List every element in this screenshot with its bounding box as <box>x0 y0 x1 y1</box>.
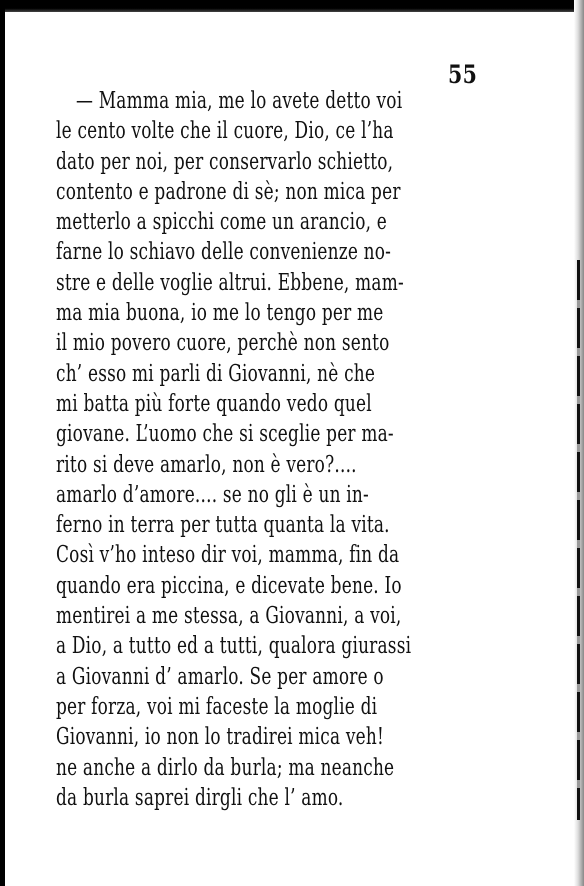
page-number: 55 <box>448 60 478 89</box>
text-line: farne lo schiavo delle convenienze no- <box>56 237 392 266</box>
scan-top-border <box>0 0 584 12</box>
text-line: giovane. L’uomo che si sceglie per ma- <box>56 419 394 448</box>
text-line: metterlo a spicchi come un arancio, e <box>56 207 388 236</box>
scan-left-border <box>0 0 5 886</box>
text-line: ch’ esso mi parli di Giovanni, nè che <box>56 358 376 387</box>
text-line: Così v’ho inteso dir voi, mamma, fin da <box>56 540 400 569</box>
text-line: il mio povero cuore, perchè non sento <box>56 328 390 357</box>
text-line: le cento volte che il cuore, Dio, ce l’ha <box>56 116 394 145</box>
text-line: quando era piccina, e dicevate bene. Io <box>56 570 402 599</box>
text-line: stre e delle voglie altrui. Ebbene, mam- <box>56 267 404 296</box>
text-line: amarlo d’amore.... se no gli è un in- <box>56 479 369 508</box>
text-line: ne anche a dirlo da burla; ma neanche <box>56 752 395 781</box>
text-line: a Dio, a tutto ed a tutti, qualora giurassi <box>56 631 412 660</box>
page-gutter-edge <box>577 260 580 820</box>
text-line: per forza, voi mi faceste la moglie di <box>56 691 378 720</box>
body-text <box>56 85 571 812</box>
text-line: da burla saprei dirgli che l’ amo. <box>56 782 344 811</box>
text-line: ma mia buona, io me lo tengo per me <box>56 298 384 327</box>
text-line: a Giovanni d’ amarlo. Se per amore o <box>56 661 384 690</box>
text-line: Giovanni, io non lo tradirei mica veh! <box>56 722 385 751</box>
text-line: rito si deve amarlo, non è vero?.... <box>56 449 357 478</box>
text-line: mentirei a me stessa, a Giovanni, a voi, <box>56 601 402 630</box>
text-line: dato per noi, per conservarlo schietto, <box>56 146 394 175</box>
text-line: ferno in terra per tutta quanta la vita. <box>56 510 390 539</box>
text-line: — Mamma mia, me lo avete detto voi <box>76 86 403 114</box>
text-line: contento e padrone di sè; non mica per <box>56 176 401 205</box>
text-line: mi batta più forte quando vedo quel <box>56 388 372 417</box>
